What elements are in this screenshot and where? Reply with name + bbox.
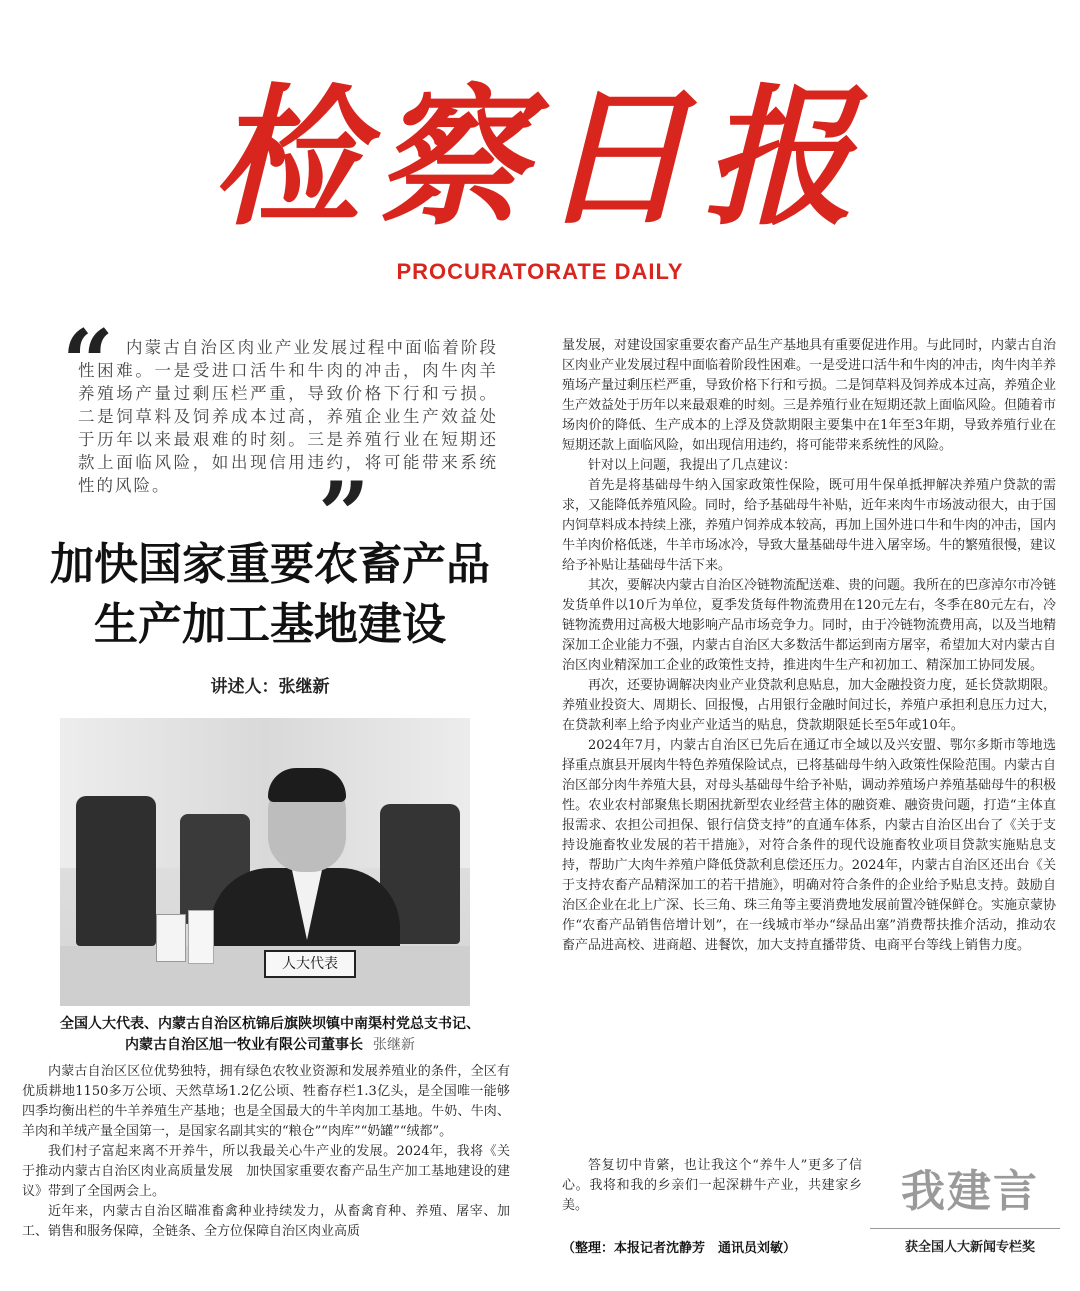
badge-award: 获全国人大新闻专栏奖 — [904, 1240, 1035, 1255]
caption-line-2 — [20, 1035, 520, 1056]
body-paragraph: 再次，还要协调解决肉业产业贷款利息贴息，加大金融投资力度，延长贷款期限。养殖业投资大、周期长、回报慢，占用银行金融时间过长，养殖户承担利息压力过大，在贷款利率上给予肉业产业适当的贴息，贷款期限延长至5年或10年。 — [562, 678, 1056, 733]
closing-paragraph — [562, 1156, 862, 1216]
left-column-body — [22, 1062, 510, 1290]
photo-chair-left — [76, 796, 156, 946]
body-paragraph: 我们村子富起来离不开养牛，所以我最关心牛产业的发展。2024年，我将《关于推动内蒙古自治区肉业高质量发展 加快国家重要农畜产品生产加工基地建设的建议》带到了全国两会上。 — [22, 1144, 510, 1199]
column-badge — [870, 1158, 1070, 1258]
speaker-photo — [60, 718, 470, 1006]
closing-text: 答复切中肯綮，也让我这个“养牛人”更多了信心。我将和我的乡亲们一起深耕牛产业，共建家乡美。 — [562, 1158, 862, 1213]
close-quote-icon: ” — [318, 462, 370, 568]
pull-quote: 内蒙古自治区肉业产业发展过程中面临着阶段性困难。一是受进口活牛和牛肉的冲击，肉牛肉羊养殖场产量过剩压栏严重，导致价格下行和亏损。二是饲草料及饲养成本过高，养殖企业生产效益处于历年以来最艰难的时刻。三是养殖行业在短期还款上面临风险，如出现信用违约，将可能带来系统性的风险。 — [78, 338, 498, 495]
headline-line-1: 加快国家重要农畜产品 — [50, 539, 490, 590]
photo-cup-right — [188, 910, 214, 964]
photo-speaker-hair — [268, 768, 346, 802]
editor-credit: （整理：本报记者沈静芳 通讯员刘敏） — [562, 1241, 797, 1256]
body-paragraph: 内蒙古自治区区位优势独特，拥有绿色农牧业资源和发展养殖业的条件，全区有优质耕地1150多万公顷、天然草场1.2亿公顷、牲畜存栏1.3亿头，是全国唯一能够四季均衡出栏的牛羊养殖生产基地；也是全国最大的牛羊肉加工基地。牛奶、牛肉、羊肉和羊绒产量全国第一，是国家名副其实的“粮仓”“肉库”“奶罐”“绒都”。 — [22, 1064, 510, 1139]
photo-caption — [20, 1014, 520, 1056]
right-column-body — [562, 336, 1056, 1236]
badge-divider — [870, 1228, 1060, 1229]
photo-nameplate: 人大代表 — [264, 950, 356, 978]
body-paragraph: 量发展，对建设国家重要农畜产品生产基地具有重要促进作用。与此同时，内蒙古自治区肉业产业发展过程中面临着阶段性困难。一是受进口活牛和牛肉的冲击，肉牛肉羊养殖场产量过剩压栏严重，导致价格下行和亏损。二是饲草料及饲养成本过高，养殖企业生产效益处于历年以来最艰难的时刻。三是养殖行业在短期还款上面临风险。但随着市场肉价的降低、生产成本的上浮及贷款期限主要集中在1年至3年期，导致养殖行业在短期还款上面临风险，如出现信用违约，将可能带来系统性的风险。 — [562, 338, 1056, 453]
newspaper-subtitle: PROCURATORATE DAILY — [396, 259, 684, 284]
masthead — [0, 0, 1080, 300]
body-paragraph: 针对以上问题，我提出了几点建议： — [588, 458, 797, 473]
body-paragraph: 首先是将基础母牛纳入国家政策性保险，既可用牛保单抵押解决养殖户贷款的需求，又能降低养殖风险。同时，给予基础母牛补贴，近年来肉牛市场波动很大，由于国内饲草料成本持续上涨，养殖户饲养成本较高，再加上国外进口牛和牛肉的冲击，国内牛羊肉价格低迷，牛羊市场冰冷，导致大量基础母牛进入屠宰场。牛的繁殖很慢，建议给予补贴让基础母牛活下来。 — [562, 478, 1056, 573]
newspaper-title: 检察日报 — [211, 70, 868, 246]
photo-cup-left — [156, 914, 186, 962]
body-paragraph: 2024年7月，内蒙古自治区已先后在通辽市全域以及兴安盟、鄂尔多斯市等地选择重点旗县开展肉牛特色养殖保险试点，已将基础母牛纳入政策性保险范围。内蒙古自治区部分肉牛养殖大县，对母头基础母牛给予补贴，调动养殖场户养殖基础母牛的积极性。农业农村部聚焦长期困扰新型农业经营主体的融资难、融资贵问题，打造“主体直报需求、农担公司担保、银行信贷支持”的直通车体系，内蒙古自治区出台了《关于支持设施畜牧业发展的若干措施》，对符合条件的现代设施畜牧业项目贷款实施贴息支持，帮助广大肉牛养殖户降低贷款利息偿还压力。2024年，内蒙古自治区还出台《关于支持农畜产品精深加工的若干措施》，明确对符合条件的企业给予贴息支持。鼓励自治区企业在北上广深、长三角、珠三角等主要消费地发展前置冷链保鲜仓。实施京蒙协作“农畜产品销售倍增计划”，在一线城市举办“绿品出塞”消费帮扶推介活动，推动农畜产品进高校、进商超、进餐饮，加大支持直播带货、电商平台等线上销售力度。 — [562, 738, 1056, 953]
byline: 讲述人：张继新 — [210, 677, 330, 697]
article-headline — [30, 535, 510, 655]
open-quote-icon: “ — [62, 310, 114, 416]
caption-name: 张继新 — [373, 1037, 415, 1053]
caption-title: 内蒙古自治区旭一牧业有限公司董事长 — [125, 1037, 363, 1053]
headline-line-2: 生产加工基地建设 — [94, 599, 446, 650]
body-paragraph: 其次，要解决内蒙古自治区冷链物流配送难、贵的问题。我所在的巴彦淖尔市冷链发货单件以10斤为单位，夏季发货每件物流费用在120元左右，冬季在80元左右，冷链物流费用过高极大地影响产品市场竞争力。同时，由于冷链物流费用高，以及当地精深加工企业能力不强，内蒙古自治区大多数活牛都运到南方屠宰，希望加大对内蒙古自治区肉业精深加工企业的政策性支持，推进肉牛生产和初加工、精深加工协同发展。 — [562, 578, 1056, 673]
body-paragraph: 近年来，内蒙古自治区瞄准畜禽种业持续发力，从畜禽育种、养殖、屠宰、加工、销售和服务保障，全链条、全方位保障自治区肉业高质 — [22, 1204, 510, 1239]
badge-title: 我建言 — [901, 1166, 1039, 1217]
caption-line-1: 全国人大代表、内蒙古自治区杭锦后旗陕坝镇中南渠村党总支书记、 — [60, 1016, 480, 1032]
